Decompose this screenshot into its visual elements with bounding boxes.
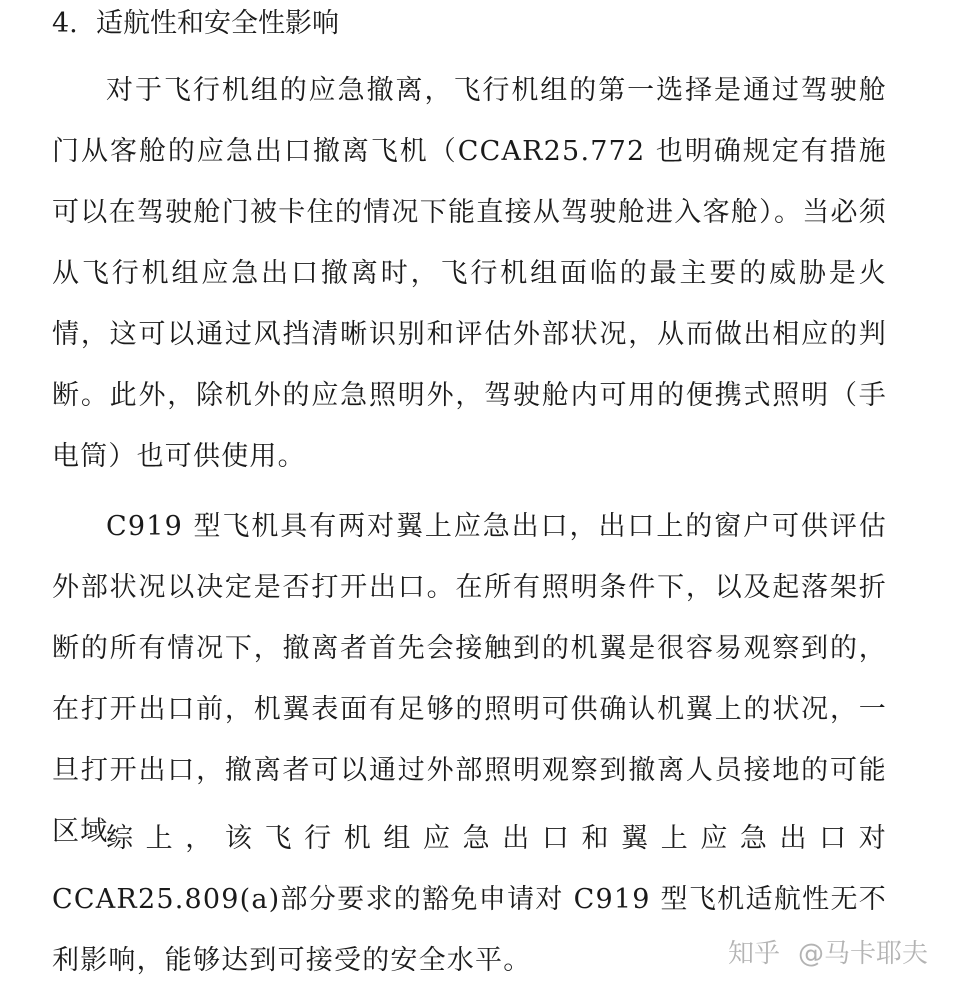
section-title: 适航性和安全性影响 bbox=[96, 8, 339, 39]
paragraph-overwing-exits: C919 型飞机具有两对翼上应急出口，出口上的窗户可供评估外部状况以决定是否打开出口。在所有照明条件下，以及起落架折断的所有情况下，撤离者首先会接触到的机翼是很容易观察到的，在打开出口前，机翼表面有足够的照明可供确认机翼上的状况，一旦打开出口，撤离者可以通过外部照明观察到撤离人员接地的可能区域。 bbox=[52, 511, 887, 847]
watermark bbox=[728, 934, 928, 974]
watermark-site: 知乎 bbox=[727, 939, 780, 969]
paragraph-crew-evacuation: 对于飞行机组的应急撤离，飞行机组的第一选择是通过驾驶舱门从客舱的应急出口撤离飞机（CCAR25.772 也明确规定有措施可以在驾驶舱门被卡住的情况下能直接从驾驶舱进入客舱）。当必须从飞行机组应急出口撤离时，飞行机组面临的最主要的威胁是火情，这可以通过风挡清晰识别和评估外部状况，从而做出相应的判断。此外，除机外的应急照明外，驾驶舱内可用的便携式照明（手电筒）也可供使用。 bbox=[52, 75, 887, 472]
paragraph-conclusion: 综上，该飞行机组应急出口和翼上应急出口对 CCAR25.809(a)部分要求的豁免申请对 C919 型飞机适航性无不利影响，能够达到可接受的安全水平。 bbox=[52, 823, 887, 976]
section-heading bbox=[52, 6, 339, 42]
watermark-author: @马卡耶夫 bbox=[797, 939, 928, 969]
section-number: 4. bbox=[52, 8, 78, 39]
